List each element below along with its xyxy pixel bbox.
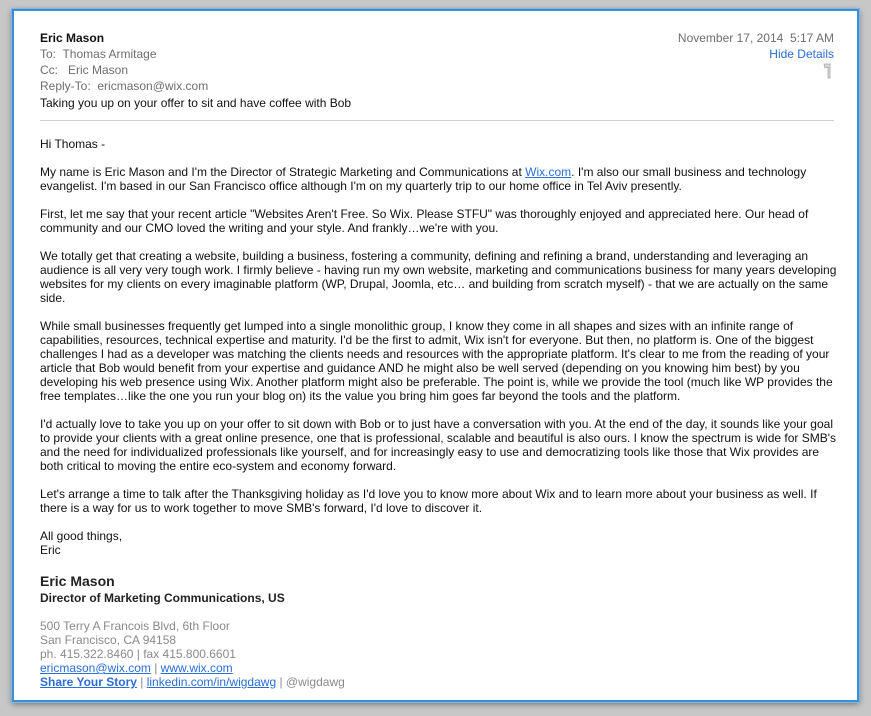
- twitter-handle: @wigdawg: [285, 675, 345, 689]
- email-date: November 17, 2014 5:17 AM: [677, 31, 834, 45]
- paragraph-1-after: . I'm also our small business and technology evangelist. I'm based in our San Francisco office although I'm on my quarterly trip to our home office in Tel Aviv presently.: [40, 165, 807, 193]
- to-value: Thomas Armitage: [62, 47, 157, 61]
- signature-links-1: [40, 661, 233, 675]
- link-separator: |: [136, 675, 147, 689]
- to-label: To:: [40, 47, 57, 61]
- paragraph-3: We totally get that creating a website, building a business, fostering a community, defining and refining a brand, understanding and leveraging an audience is all very very tough work. I firmly believe - having run my own website, marketing and communications business for many years developing websites for my clients on every imaginable platform (WP, Drupal, Joomla, etc… and building from scratch myself) - that we are actually on the same side.: [40, 249, 837, 305]
- closing: All good things,: [40, 529, 123, 543]
- closing-name: Eric: [40, 543, 61, 557]
- cc-value: Eric Mason: [68, 63, 129, 77]
- website-link[interactable]: www.wix.com: [160, 661, 233, 675]
- share-your-story-link[interactable]: Share Your Story: [40, 675, 137, 689]
- link-separator: |: [150, 661, 161, 675]
- email-body: [40, 137, 840, 557]
- cc-line: [40, 63, 128, 77]
- signature-title: Director of Marketing Communications, US: [40, 591, 285, 605]
- greeting: Hi Thomas -: [40, 137, 106, 151]
- cc-label: Cc:: [40, 63, 58, 77]
- email-link[interactable]: ericmason@wix.com: [40, 661, 151, 675]
- signature-name: Eric Mason: [40, 573, 115, 589]
- paragraph-6: Let's arrange a time to talk after the Thanksgiving holiday as I'd love you to know more about Wix and to learn more about your business as well. If there is a way for us to work together to move SMB's forward, I'd love to discover it.: [40, 487, 817, 515]
- signature-address-2: San Francisco, CA 94158: [40, 633, 177, 647]
- signature-phone: ph. 415.322.8460 | fax 415.800.6601: [40, 647, 236, 661]
- paragraph-1: [40, 165, 840, 193]
- wix-link[interactable]: Wix.com: [525, 165, 572, 179]
- sender-name: Eric Mason: [40, 31, 105, 45]
- email-subject: Taking you up on your offer to sit and have coffee with Bob: [40, 96, 352, 110]
- reply-to-line: [40, 79, 208, 93]
- paragraph-1-before: My name is Eric Mason and I'm the Director of Strategic Marketing and Communications at: [40, 165, 526, 179]
- hide-details-link[interactable]: Hide Details: [769, 47, 834, 61]
- to-line: [40, 47, 157, 61]
- email-window: [12, 9, 859, 702]
- header-divider: [40, 120, 834, 121]
- linkedin-link[interactable]: linkedin.com/in/wigdawg: [146, 675, 277, 689]
- signature-address-1: 500 Terry A Francois Blvd, 6th Floor: [40, 619, 230, 633]
- link-separator: |: [276, 675, 286, 689]
- paragraph-5: I'd actually love to take you up on your offer to sit down with Bob or to just have a conversation with you. At the end of the day, it sounds like your goal to provide your clients with a great online presence, one that is professional, scalable and beautiful is also ours. I know the spectrum is wide for SMB's and the need for individualized professionals like yourself, and for increasingly easy to use and democratizing tools like those that Wix provides are both critical to moving the entire eco-system and economy forward.: [40, 417, 837, 473]
- signature-links-2: [40, 675, 345, 689]
- paragraph-2: First, let me say that your recent article "Websites Aren't Free. So Wix. Please STFU" was thoroughly enjoyed and appreciated here. Our head of community and our CMO loved the writing and your style. And frankly…we're with you.: [40, 207, 809, 235]
- flag-icon[interactable]: [821, 63, 833, 79]
- reply-to-value: ericmason@wix.com: [97, 79, 209, 93]
- paragraph-4: While small businesses frequently get lumped into a single monolithic group, I know they come in all shapes and sizes with an infinite range of capabilities, resources, technical expertise and maturity. I'd be the first to admit, Wix isn't for everyone. But then, no platform is. One of the biggest challenges I had as a developer was matching the clients needs and resources with the appropriate platform. It's clear to me from the reading of your article that Bob would benefit from your expertise and guidance AND he might also be well served (depending on you knowing him best) by you developing his web presence using Wix. Another platform might also be preferable. The point is, while we provide the tool (much like WP provides the free templates…like the one you run your blog on) its the value you bring him goes far beyond the tools and the platform.: [40, 319, 833, 403]
- reply-to-label: Reply-To:: [40, 79, 91, 93]
